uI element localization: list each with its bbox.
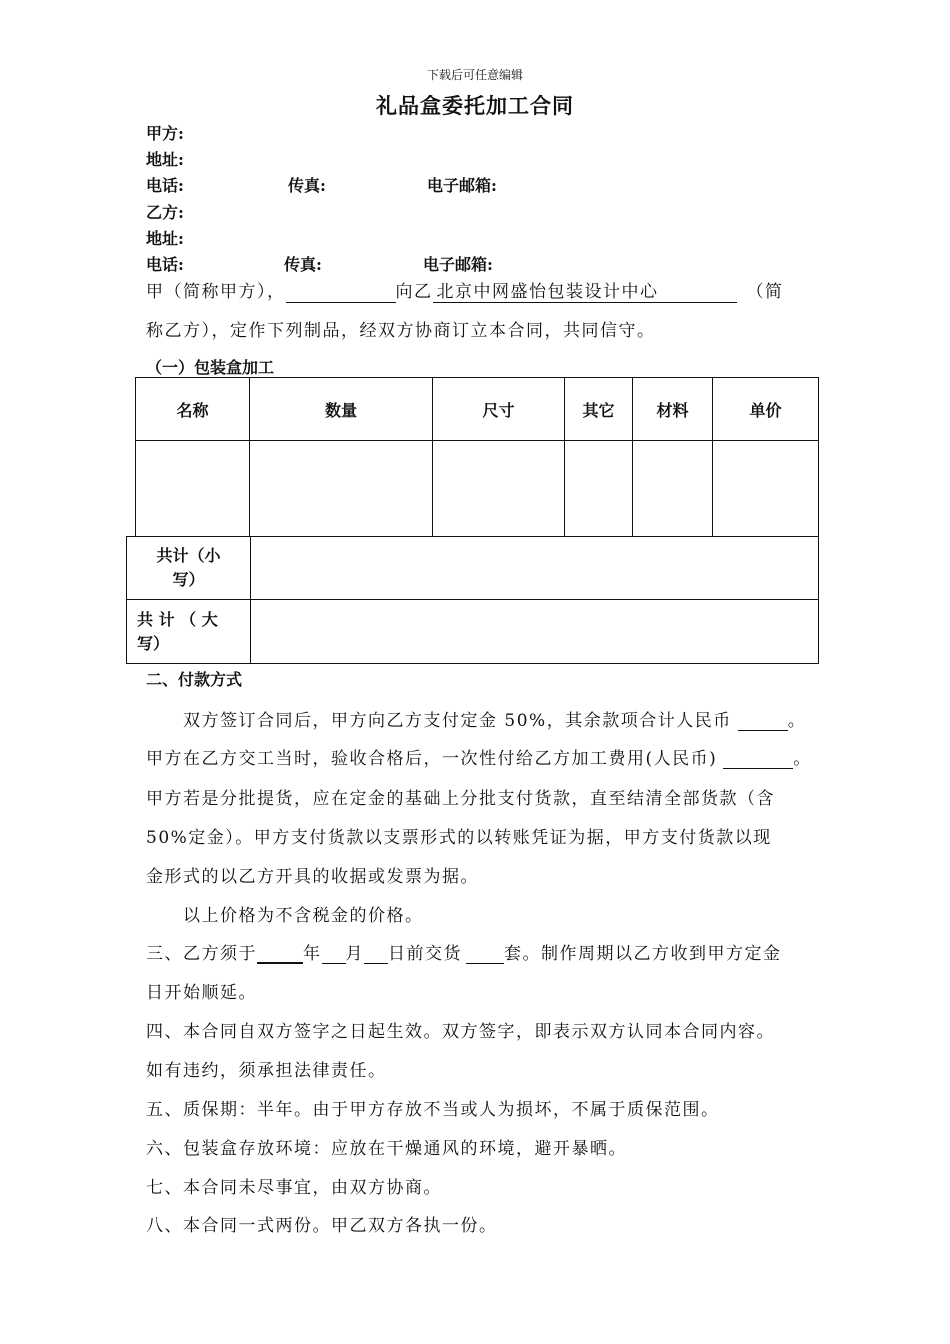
section-1-heading: （一）包装盒加工 (146, 358, 275, 377)
cell-unit-price (713, 441, 819, 537)
payment-line-2 (146, 744, 812, 769)
delivery-day: 日前交货 (388, 944, 462, 964)
payment-line-1-text: 双方签订合同后，甲方向乙方支付定金 50%，其余款项合计人民币 (183, 711, 732, 731)
party-a-email-label: 电子邮箱: (427, 176, 497, 195)
product-table (135, 377, 819, 537)
intro-part-3: （简 (746, 282, 784, 302)
party-b-email-label: 电子邮箱: (423, 255, 493, 274)
payment-line-2-end: 。 (793, 749, 812, 769)
delivery-year: 年 (303, 944, 322, 964)
party-a-fax-label: 传真: (288, 176, 326, 195)
delivery-line-1 (146, 939, 782, 964)
party-a-phone-label: 电话: (146, 176, 184, 195)
total-table (126, 536, 819, 664)
table-row (136, 441, 819, 537)
total-small-label-line-1: 共计（小 (156, 546, 221, 565)
column-header-size: 尺寸 (433, 378, 565, 441)
party-b-phone-label: 电话: (146, 255, 184, 274)
effect-line-1: 四、本合同自双方签字之日起生效。双方签字，即表示双方认同本合同内容。 (146, 1022, 775, 1042)
cell-quantity (250, 441, 433, 537)
payment-line-4: 50%定金）。甲方支付货款以支票形式的以转账凭证为据，甲方支付货款以现 (146, 828, 772, 848)
payment-line-3: 甲方若是分批提货，应在定金的基础上分批支付货款，直至结清全部货款（含 (146, 789, 775, 809)
intro-part-1: 甲（简称甲方）， (146, 282, 286, 302)
total-small-row (127, 537, 819, 600)
total-big-label-line-1: 共 计 （ 大 (137, 609, 218, 629)
total-big-value (251, 600, 819, 664)
price-note: 以上价格为不含税金的价格。 (183, 906, 424, 926)
intro-part-2: 向乙 (395, 282, 433, 302)
total-small-value (251, 537, 819, 600)
party-a-name-blank (286, 284, 396, 303)
page-title: 礼品盒委托加工合同 (376, 93, 574, 118)
payment-line-1-end: 。 (787, 711, 807, 731)
header-note: 下载后可任意编辑 (426, 68, 523, 82)
total-small-label (127, 537, 251, 600)
party-b-address-label: 地址: (146, 229, 184, 248)
column-header-name: 名称 (136, 378, 250, 441)
cell-material (633, 441, 713, 537)
cell-name (136, 441, 250, 537)
total-big-label-line-2: 写） (137, 633, 170, 653)
party-b-fax-label: 传真: (284, 255, 322, 274)
sets-blank (466, 945, 504, 964)
intro-line-2: 称乙方），定作下列制品，经双方协商订立本合同，共同信守。 (146, 321, 656, 341)
company-name: 北京中网盛怡包装设计中心 (433, 282, 737, 303)
remaining-amount-blank (738, 712, 788, 731)
cell-size (433, 441, 565, 537)
year-blank (257, 944, 303, 964)
payment-line-2-text: 甲方在乙方交工当时，验收合格后，一次性付给乙方加工费用(人民币) (146, 749, 718, 769)
warranty-clause: 五、质保期：半年。由于甲方存放不当或人为损坏，不属于质保范围。 (146, 1100, 720, 1120)
delivery-month: 月 (345, 944, 364, 964)
delivery-part-2: 套。制作周期以乙方收到甲方定金 (504, 944, 782, 964)
payment-line-1 (183, 706, 806, 731)
party-a-label: 甲方: (146, 124, 184, 143)
processing-fee-blank (723, 750, 793, 769)
column-header-material: 材料 (633, 378, 713, 441)
total-big-label (127, 600, 251, 664)
effect-line-2: 如有违约，须承担法律责任。 (146, 1061, 387, 1081)
party-b-label: 乙方: (146, 203, 184, 222)
copies-clause: 八、本合同一式两份。甲乙双方各执一份。 (146, 1216, 498, 1236)
column-header-other: 其它 (565, 378, 633, 441)
total-small-label-line-2: 写） (172, 570, 205, 589)
total-big-row (127, 600, 819, 664)
storage-clause: 六、包装盒存放环境：应放在干燥通风的环境，避开暴晒。 (146, 1139, 627, 1159)
delivery-line-2: 日开始顺延。 (146, 983, 257, 1003)
day-blank (364, 945, 388, 964)
delivery-part-1: 三、乙方须于 (146, 944, 257, 964)
cell-other (565, 441, 633, 537)
payment-line-5: 金形式的以乙方开具的收据或发票为据。 (146, 867, 479, 887)
intro-line-1 (146, 277, 784, 303)
column-header-quantity: 数量 (250, 378, 433, 441)
month-blank (322, 945, 346, 964)
negotiation-clause: 七、本合同未尽事宜，由双方协商。 (146, 1178, 442, 1198)
section-2-heading: 二、付款方式 (146, 670, 243, 689)
party-a-address-label: 地址: (146, 150, 184, 169)
table-header-row (136, 378, 819, 441)
column-header-unit-price: 单价 (713, 378, 819, 441)
